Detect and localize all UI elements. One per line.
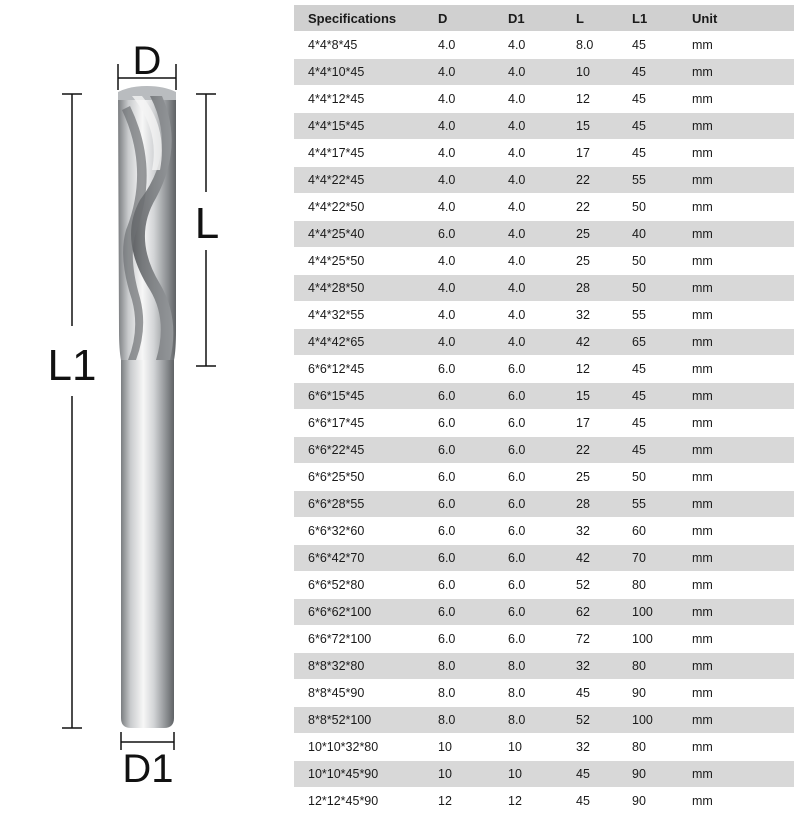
cell-l1: 50	[618, 275, 678, 302]
cell-d: 4.0	[424, 275, 494, 302]
cell-d: 4.0	[424, 113, 494, 140]
table-row	[294, 302, 794, 329]
cell-l1: 65	[618, 329, 678, 356]
table-row	[294, 221, 794, 248]
cell-d: 6.0	[424, 410, 494, 437]
table-row	[294, 734, 794, 761]
dimension-l1	[48, 94, 97, 728]
cell-l: 42	[562, 329, 618, 356]
table-row	[294, 572, 794, 599]
table-row	[294, 113, 794, 140]
table-row	[294, 329, 794, 356]
table-header-row	[294, 5, 794, 32]
cell-specification: 4*4*15*45	[294, 113, 424, 140]
cell-l1: 50	[618, 248, 678, 275]
cell-d1: 4.0	[494, 329, 562, 356]
cell-specification: 6*6*25*50	[294, 464, 424, 491]
cell-d: 4.0	[424, 329, 494, 356]
cell-unit: mm	[678, 32, 794, 59]
table-row	[294, 194, 794, 221]
cell-unit: mm	[678, 572, 794, 599]
cell-d: 4.0	[424, 302, 494, 329]
cell-l: 17	[562, 140, 618, 167]
cell-d: 6.0	[424, 518, 494, 545]
cell-l: 52	[562, 707, 618, 734]
cell-l1: 45	[618, 113, 678, 140]
table-row	[294, 383, 794, 410]
specifications-table	[294, 5, 794, 815]
cell-d: 8.0	[424, 680, 494, 707]
cell-specification: 6*6*12*45	[294, 356, 424, 383]
cell-l1: 45	[618, 383, 678, 410]
cell-specification: 6*6*62*100	[294, 599, 424, 626]
cell-l: 32	[562, 734, 618, 761]
cell-d1: 10	[494, 761, 562, 788]
cell-l1: 40	[618, 221, 678, 248]
table-row	[294, 761, 794, 788]
cell-d1: 12	[494, 788, 562, 815]
cell-d1: 8.0	[494, 653, 562, 680]
table-row	[294, 167, 794, 194]
header-l1: L1	[618, 5, 678, 32]
cell-specification: 12*12*45*90	[294, 788, 424, 815]
cell-d: 4.0	[424, 140, 494, 167]
cell-unit: mm	[678, 86, 794, 113]
cell-l: 32	[562, 653, 618, 680]
cell-l1: 90	[618, 788, 678, 815]
cell-l: 52	[562, 572, 618, 599]
cell-d1: 8.0	[494, 707, 562, 734]
cell-specification: 6*6*17*45	[294, 410, 424, 437]
cell-specification: 6*6*42*70	[294, 545, 424, 572]
cell-specification: 4*4*10*45	[294, 59, 424, 86]
table-row	[294, 437, 794, 464]
cell-d1: 6.0	[494, 410, 562, 437]
cell-l1: 45	[618, 437, 678, 464]
table-row	[294, 248, 794, 275]
table-row	[294, 86, 794, 113]
cell-specification: 6*6*52*80	[294, 572, 424, 599]
end-mill-tool	[118, 86, 176, 728]
cell-unit: mm	[678, 410, 794, 437]
cell-unit: mm	[678, 680, 794, 707]
cell-d: 6.0	[424, 464, 494, 491]
cell-l1: 80	[618, 572, 678, 599]
cell-d1: 6.0	[494, 464, 562, 491]
cell-l: 15	[562, 113, 618, 140]
cell-unit: mm	[678, 167, 794, 194]
cell-specification: 6*6*22*45	[294, 437, 424, 464]
cell-l: 15	[562, 383, 618, 410]
cell-l: 17	[562, 410, 618, 437]
cell-d: 6.0	[424, 545, 494, 572]
table-row	[294, 32, 794, 59]
table-body	[294, 32, 794, 815]
table-row	[294, 518, 794, 545]
cell-d1: 4.0	[494, 221, 562, 248]
cell-unit: mm	[678, 734, 794, 761]
table-row	[294, 275, 794, 302]
cell-specification: 4*4*25*50	[294, 248, 424, 275]
cell-l1: 100	[618, 707, 678, 734]
table-row	[294, 356, 794, 383]
cell-l1: 80	[618, 653, 678, 680]
tool-tip	[118, 86, 176, 100]
cell-specification: 4*4*32*55	[294, 302, 424, 329]
cell-l: 32	[562, 518, 618, 545]
cell-unit: mm	[678, 788, 794, 815]
table-row	[294, 653, 794, 680]
cell-specification: 4*4*22*45	[294, 167, 424, 194]
cell-l: 45	[562, 680, 618, 707]
header-specifications: Specifications	[294, 5, 424, 32]
header-d: D	[424, 5, 494, 32]
cell-d: 10	[424, 734, 494, 761]
cell-l: 10	[562, 59, 618, 86]
cell-l: 25	[562, 464, 618, 491]
cell-d1: 10	[494, 734, 562, 761]
cell-l1: 45	[618, 410, 678, 437]
cell-d1: 8.0	[494, 680, 562, 707]
cell-d1: 6.0	[494, 545, 562, 572]
cell-l: 22	[562, 167, 618, 194]
cell-l: 42	[562, 545, 618, 572]
cell-l1: 45	[618, 86, 678, 113]
label-l: L	[194, 199, 220, 248]
cell-unit: mm	[678, 356, 794, 383]
cell-l1: 45	[618, 32, 678, 59]
cell-l1: 45	[618, 140, 678, 167]
dimension-d1	[121, 732, 174, 791]
cell-l: 25	[562, 221, 618, 248]
cell-unit: mm	[678, 194, 794, 221]
cell-d1: 4.0	[494, 86, 562, 113]
cell-d1: 4.0	[494, 113, 562, 140]
cell-l1: 60	[618, 518, 678, 545]
cell-specification: 4*4*28*50	[294, 275, 424, 302]
cell-unit: mm	[678, 653, 794, 680]
cell-d: 6.0	[424, 491, 494, 518]
table-row	[294, 59, 794, 86]
dimension-l	[195, 94, 219, 366]
table-row	[294, 626, 794, 653]
cell-l: 8.0	[562, 32, 618, 59]
cell-d: 6.0	[424, 572, 494, 599]
cell-d1: 6.0	[494, 518, 562, 545]
cell-unit: mm	[678, 464, 794, 491]
cell-l1: 55	[618, 491, 678, 518]
cell-d1: 6.0	[494, 437, 562, 464]
cell-d1: 4.0	[494, 275, 562, 302]
cell-l1: 55	[618, 302, 678, 329]
cell-specification: 8*8*45*90	[294, 680, 424, 707]
table-row	[294, 788, 794, 815]
cell-d1: 6.0	[494, 356, 562, 383]
cell-d1: 6.0	[494, 599, 562, 626]
table-row	[294, 707, 794, 734]
cell-l: 22	[562, 437, 618, 464]
cell-d1: 4.0	[494, 32, 562, 59]
table-row	[294, 680, 794, 707]
cell-d: 10	[424, 761, 494, 788]
cell-d1: 4.0	[494, 167, 562, 194]
cell-d: 4.0	[424, 194, 494, 221]
cell-d: 4.0	[424, 248, 494, 275]
cell-l: 28	[562, 275, 618, 302]
cell-d1: 6.0	[494, 626, 562, 653]
cell-unit: mm	[678, 707, 794, 734]
cell-l1: 50	[618, 194, 678, 221]
cell-d: 8.0	[424, 707, 494, 734]
cell-l: 32	[562, 302, 618, 329]
cell-d: 4.0	[424, 32, 494, 59]
cell-unit: mm	[678, 248, 794, 275]
cell-l1: 50	[618, 464, 678, 491]
cell-unit: mm	[678, 221, 794, 248]
cell-l: 62	[562, 599, 618, 626]
cell-specification: 8*8*32*80	[294, 653, 424, 680]
table-row	[294, 464, 794, 491]
table-row	[294, 491, 794, 518]
cell-d: 6.0	[424, 383, 494, 410]
cell-specification: 6*6*28*55	[294, 491, 424, 518]
tool-shank	[121, 350, 174, 728]
cell-d1: 4.0	[494, 194, 562, 221]
cell-l: 72	[562, 626, 618, 653]
cell-d: 8.0	[424, 653, 494, 680]
cell-d1: 4.0	[494, 59, 562, 86]
cell-l: 12	[562, 86, 618, 113]
cell-d: 4.0	[424, 167, 494, 194]
cell-d: 4.0	[424, 86, 494, 113]
cell-specification: 6*6*32*60	[294, 518, 424, 545]
cell-unit: mm	[678, 437, 794, 464]
cell-l1: 45	[618, 59, 678, 86]
cell-unit: mm	[678, 275, 794, 302]
label-l1: L1	[47, 341, 97, 390]
cell-unit: mm	[678, 518, 794, 545]
cell-specification: 4*4*12*45	[294, 86, 424, 113]
cell-specification: 4*4*8*45	[294, 32, 424, 59]
label-d: D	[132, 39, 162, 83]
cell-specification: 4*4*22*50	[294, 194, 424, 221]
cell-d1: 6.0	[494, 491, 562, 518]
cell-d: 4.0	[424, 59, 494, 86]
cell-unit: mm	[678, 140, 794, 167]
cell-d: 6.0	[424, 356, 494, 383]
cell-specification: 6*6*72*100	[294, 626, 424, 653]
cell-l1: 90	[618, 680, 678, 707]
cell-l: 28	[562, 491, 618, 518]
table-row	[294, 599, 794, 626]
cell-l1: 80	[618, 734, 678, 761]
cell-d: 12	[424, 788, 494, 815]
cell-d1: 6.0	[494, 572, 562, 599]
cell-l1: 100	[618, 599, 678, 626]
cell-d1: 4.0	[494, 248, 562, 275]
cell-specification: 4*4*17*45	[294, 140, 424, 167]
table-row	[294, 410, 794, 437]
cell-unit: mm	[678, 383, 794, 410]
header-l: L	[562, 5, 618, 32]
cell-specification: 4*4*25*40	[294, 221, 424, 248]
end-mill-diagram	[0, 0, 290, 800]
cell-unit: mm	[678, 302, 794, 329]
cell-d1: 6.0	[494, 383, 562, 410]
cell-l: 45	[562, 761, 618, 788]
label-d1: D1	[122, 747, 174, 791]
cell-specification: 10*10*32*80	[294, 734, 424, 761]
cell-unit: mm	[678, 491, 794, 518]
table-row	[294, 545, 794, 572]
cell-unit: mm	[678, 329, 794, 356]
cell-unit: mm	[678, 545, 794, 572]
cell-specification: 4*4*42*65	[294, 329, 424, 356]
cell-l1: 45	[618, 356, 678, 383]
cell-specification: 6*6*15*45	[294, 383, 424, 410]
cell-l: 22	[562, 194, 618, 221]
cell-l1: 70	[618, 545, 678, 572]
cell-d: 6.0	[424, 437, 494, 464]
cell-l: 12	[562, 356, 618, 383]
cell-l1: 90	[618, 761, 678, 788]
cell-d: 6.0	[424, 221, 494, 248]
cell-l1: 55	[618, 167, 678, 194]
cell-d: 6.0	[424, 626, 494, 653]
header-unit: Unit	[678, 5, 794, 32]
cell-specification: 10*10*45*90	[294, 761, 424, 788]
cell-unit: mm	[678, 761, 794, 788]
cell-unit: mm	[678, 113, 794, 140]
cell-d1: 4.0	[494, 140, 562, 167]
table-row	[294, 140, 794, 167]
dimension-d	[118, 39, 176, 90]
cell-unit: mm	[678, 626, 794, 653]
cell-d1: 4.0	[494, 302, 562, 329]
cell-l: 25	[562, 248, 618, 275]
cell-d: 6.0	[424, 599, 494, 626]
header-d1: D1	[494, 5, 562, 32]
cell-unit: mm	[678, 59, 794, 86]
cell-specification: 8*8*52*100	[294, 707, 424, 734]
cell-l1: 100	[618, 626, 678, 653]
cell-unit: mm	[678, 599, 794, 626]
cell-l: 45	[562, 788, 618, 815]
